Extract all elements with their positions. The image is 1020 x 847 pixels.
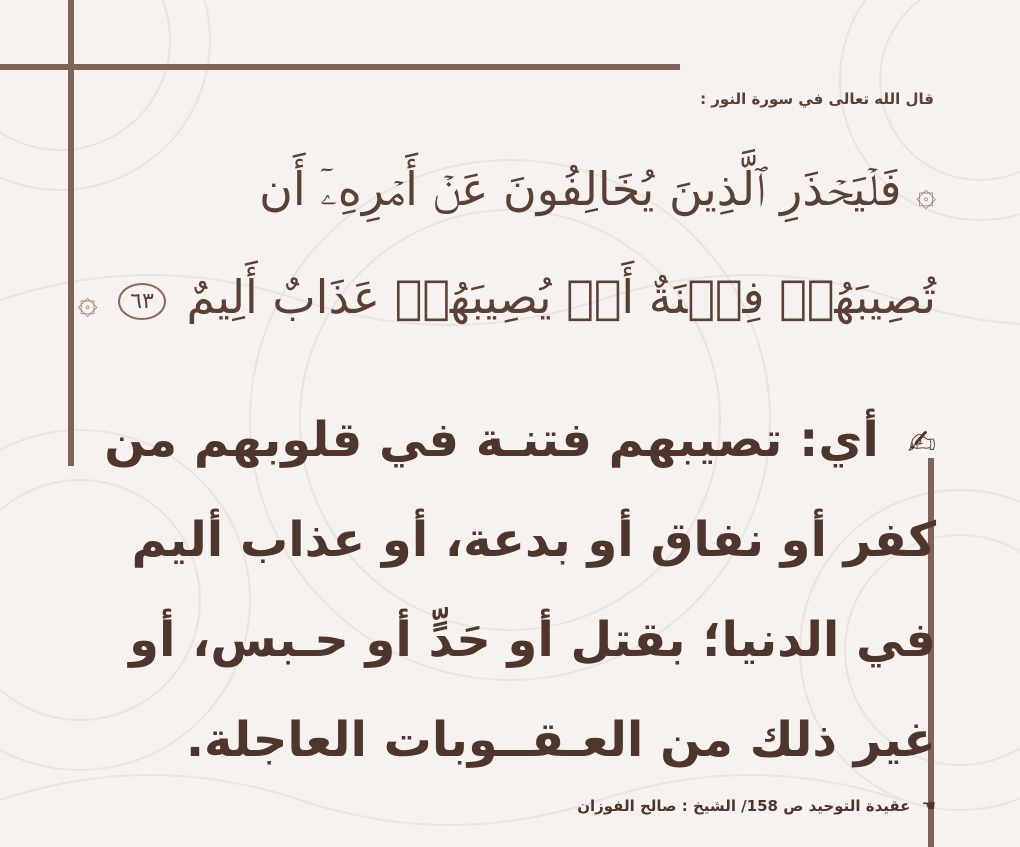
explanation-text-1: أي: تصيبهم فتنـة في قلوبهم من (104, 412, 879, 468)
frame-top-line (0, 64, 680, 70)
verse-text-2: تُصِيبَهُمۡ فِتۡنَةٌ أَوۡ يُصِيبَهُمۡ عَذَابٌ أَلِيمٌ (186, 270, 936, 324)
intro-text: قال الله تعالى في سورة النور : (700, 90, 934, 108)
verse-line-2 (78, 270, 936, 324)
writing-hand-icon: ✍ (907, 423, 936, 463)
explanation-line-4: غير ذلك من العـقــوبات العاجلة. (185, 712, 936, 768)
explanation-line-1 (104, 412, 936, 468)
ayah-number-badge: ٦٣ (118, 283, 166, 320)
explanation-line-2: كفر أو نفاق أو بدعة، أو عذاب أليم (131, 512, 936, 568)
explanation-line-3: في الدنيا؛ بقتل أو حَدٍّ أو حـبس، أو (129, 612, 936, 668)
open-ornament-icon: ۞ (916, 173, 936, 214)
verse-line-1 (259, 162, 936, 218)
source-text: عقيدة التوحيد ص 158/ الشيخ : صالح الفوزان (577, 797, 911, 815)
close-ornament-icon: ۞ (77, 281, 98, 322)
verse-text-1: فَلۡيَحۡذَرِ ٱلَّذِينَ يُخَالِفُونَ عَنۡ أَمۡرِهِۦٓ أَن (259, 162, 902, 216)
source-citation (577, 796, 936, 815)
frame-left-line (68, 0, 74, 466)
pointing-hand-icon: ☚ (921, 796, 936, 815)
